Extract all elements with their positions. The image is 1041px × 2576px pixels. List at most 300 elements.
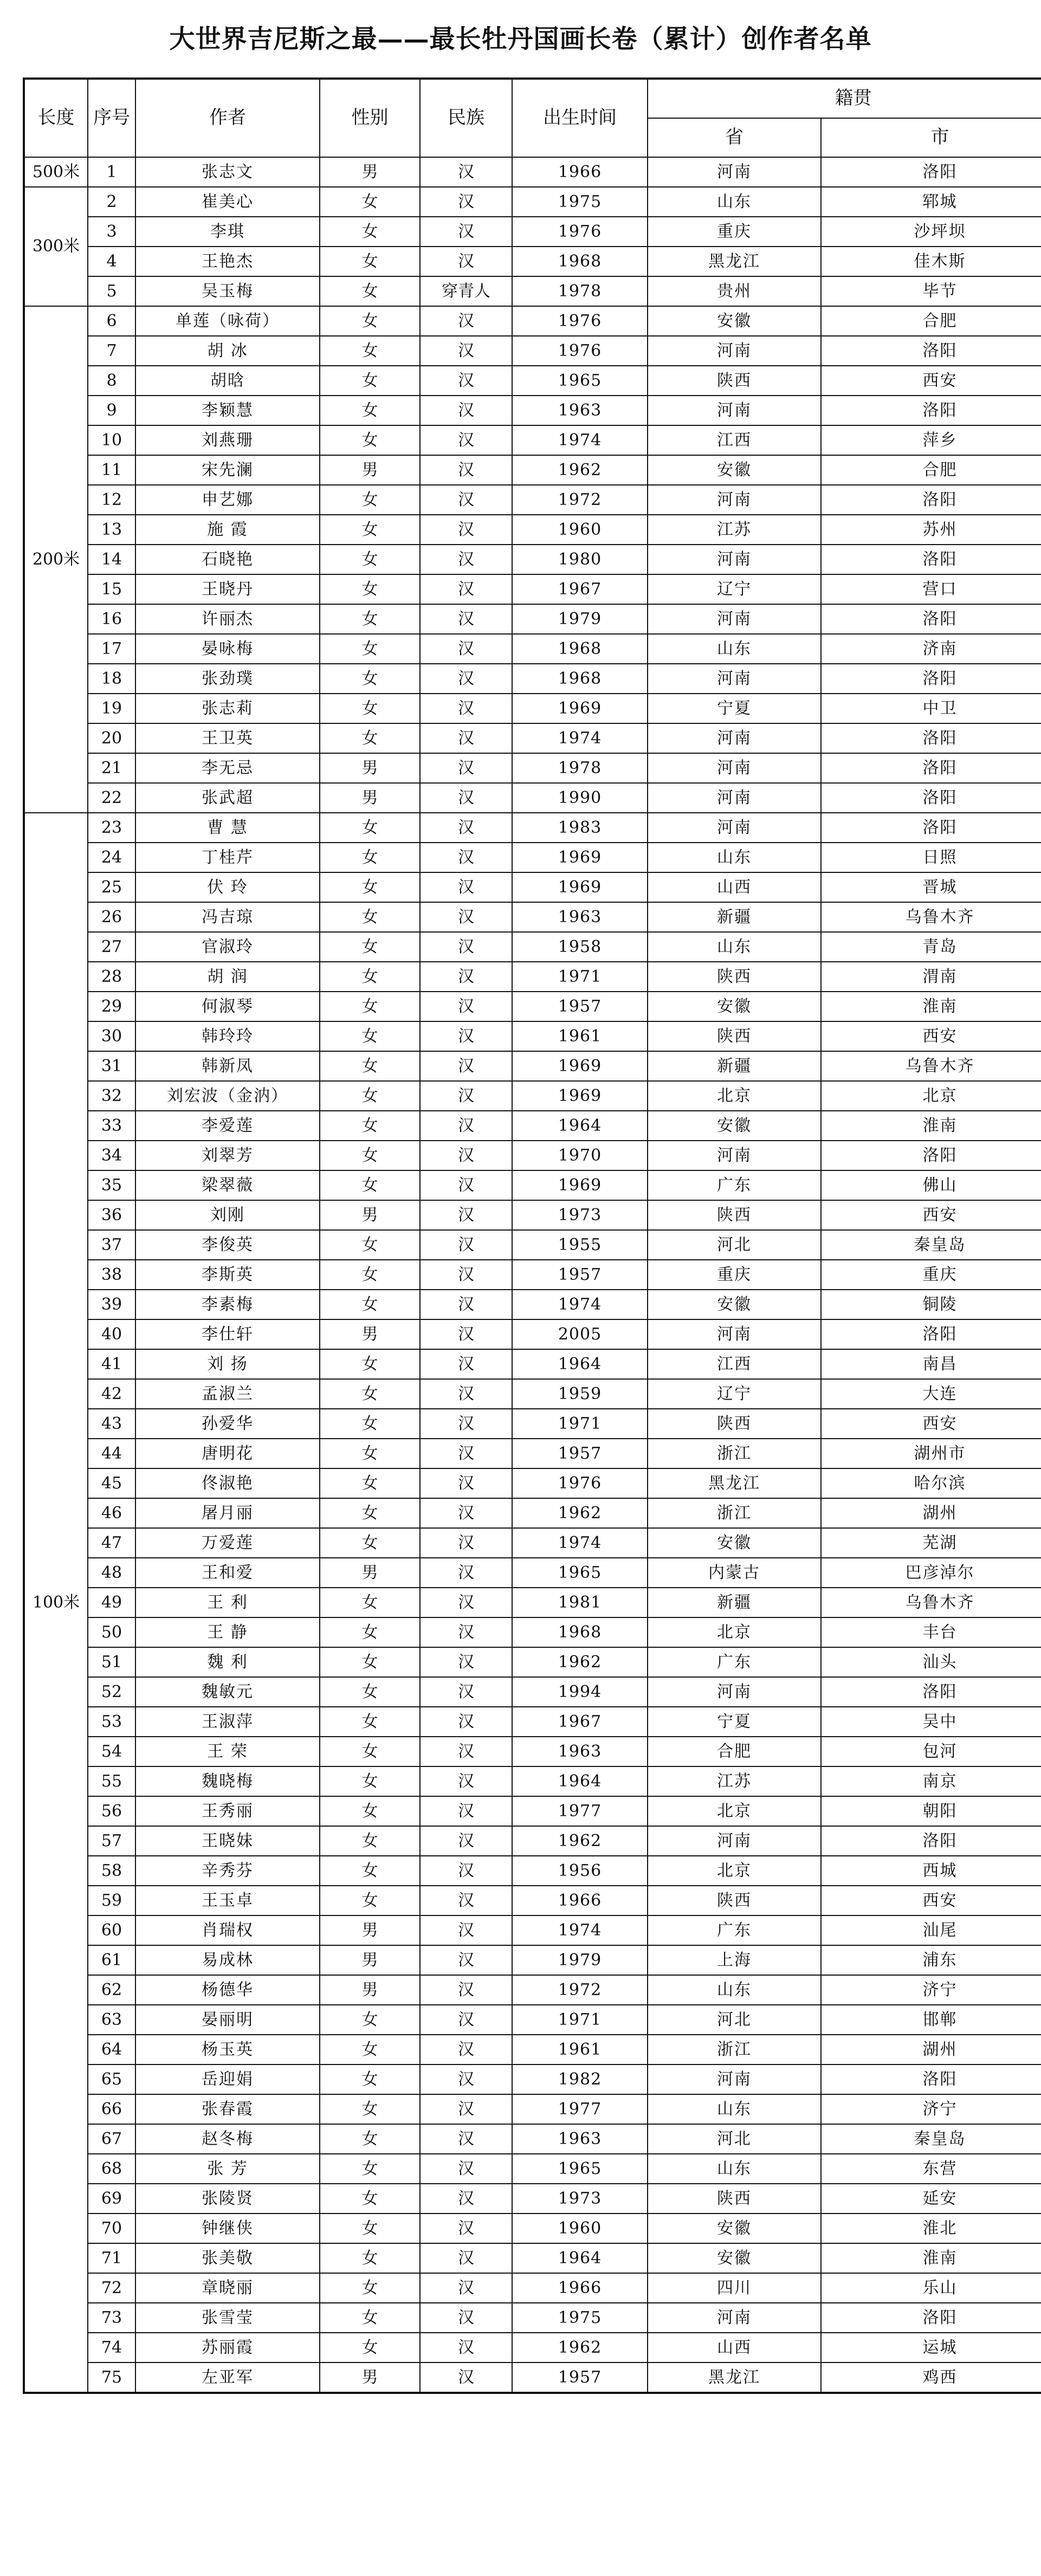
city-cell: 丰台 [821, 1617, 1041, 1647]
gender-cell: 女 [320, 1647, 420, 1677]
table-row [24, 2035, 1041, 2064]
table-row [24, 1826, 1041, 1856]
city-cell: 佳木斯 [821, 247, 1041, 276]
table-row [24, 1051, 1041, 1081]
gender-cell: 女 [320, 276, 420, 306]
table-row [24, 157, 1041, 187]
ethnicity-cell: 汉 [420, 2094, 512, 2124]
city-cell: 乌鲁木齐 [821, 902, 1041, 932]
birth-year-cell: 1973 [512, 1200, 648, 1230]
header-row-primary [24, 79, 1041, 118]
author-name-cell: 易成林 [135, 1945, 320, 1975]
city-cell: 济宁 [821, 2094, 1041, 2124]
ethnicity-cell: 汉 [420, 1200, 512, 1230]
birth-year-cell: 1963 [512, 902, 648, 932]
city-cell: 日照 [821, 843, 1041, 872]
table-row [24, 2243, 1041, 2273]
city-cell: 南昌 [821, 1349, 1041, 1379]
author-name-cell: 张美敬 [135, 2243, 320, 2273]
province-cell: 陕西 [648, 1200, 821, 1230]
birth-year-cell: 1967 [512, 574, 648, 604]
province-cell: 山东 [648, 634, 821, 664]
province-cell: 黑龙江 [648, 2363, 821, 2393]
gender-cell: 女 [320, 1260, 420, 1290]
province-cell: 河南 [648, 723, 821, 753]
ethnicity-cell: 汉 [420, 1915, 512, 1945]
author-name-cell: 胡 润 [135, 962, 320, 992]
table-row [24, 1856, 1041, 1886]
birth-year-cell: 1973 [512, 2184, 648, 2213]
index-cell: 54 [88, 1737, 135, 1766]
index-cell: 14 [88, 545, 135, 574]
gender-cell: 女 [320, 872, 420, 902]
author-name-cell: 王晓丹 [135, 574, 320, 604]
birth-year-cell: 1976 [512, 336, 648, 366]
gender-cell: 女 [320, 1707, 420, 1737]
birth-year-cell: 1980 [512, 545, 648, 574]
table-row [24, 2064, 1041, 2094]
ethnicity-cell: 汉 [420, 396, 512, 425]
gender-cell: 女 [320, 336, 420, 366]
index-cell: 18 [88, 664, 135, 694]
index-cell: 68 [88, 2154, 135, 2184]
index-cell: 12 [88, 485, 135, 515]
city-cell: 东营 [821, 2154, 1041, 2184]
author-name-cell: 李无忌 [135, 753, 320, 783]
province-cell: 江苏 [648, 1766, 821, 1796]
province-cell: 河南 [648, 604, 821, 634]
province-cell: 江苏 [648, 515, 821, 545]
province-cell: 河南 [648, 664, 821, 694]
province-cell: 浙江 [648, 2035, 821, 2064]
city-cell: 西安 [821, 1886, 1041, 1915]
city-cell: 洛阳 [821, 1319, 1041, 1349]
index-cell: 22 [88, 783, 135, 813]
gender-cell: 女 [320, 723, 420, 753]
city-cell: 哈尔滨 [821, 1468, 1041, 1498]
author-name-cell: 王和爱 [135, 1558, 320, 1588]
index-cell: 23 [88, 813, 135, 843]
author-name-cell: 申艺娜 [135, 485, 320, 515]
gender-cell: 男 [320, 1200, 420, 1230]
birth-year-cell: 1974 [512, 1528, 648, 1558]
gender-cell: 女 [320, 1409, 420, 1439]
city-cell: 西安 [821, 1021, 1041, 1051]
gender-cell: 女 [320, 2273, 420, 2303]
birth-year-cell: 1974 [512, 1290, 648, 1319]
gender-cell: 女 [320, 2303, 420, 2333]
birth-year-cell: 1977 [512, 2094, 648, 2124]
author-name-cell: 张志莉 [135, 694, 320, 723]
table-row [24, 753, 1041, 783]
ethnicity-cell: 汉 [420, 455, 512, 485]
city-cell: 济南 [821, 634, 1041, 664]
ethnicity-cell: 汉 [420, 1588, 512, 1617]
ethnicity-cell: 汉 [420, 425, 512, 455]
table-row [24, 1617, 1041, 1647]
table-row [24, 247, 1041, 276]
province-cell: 河北 [648, 2005, 821, 2035]
birth-year-cell: 1983 [512, 813, 648, 843]
table-row [24, 1200, 1041, 1230]
province-cell: 河北 [648, 2124, 821, 2154]
ethnicity-cell: 汉 [420, 2154, 512, 2184]
table-row [24, 1021, 1041, 1051]
author-name-cell: 刘燕珊 [135, 425, 320, 455]
table-row [24, 2303, 1041, 2333]
birth-year-cell: 1972 [512, 1975, 648, 2005]
author-name-cell: 胡 冰 [135, 336, 320, 366]
gender-cell: 女 [320, 2064, 420, 2094]
birth-year-cell: 1959 [512, 1379, 648, 1409]
gender-cell: 女 [320, 1081, 420, 1111]
gender-cell: 男 [320, 455, 420, 485]
ethnicity-cell: 汉 [420, 1051, 512, 1081]
gender-cell: 女 [320, 1379, 420, 1409]
city-cell: 北京 [821, 1081, 1041, 1111]
ethnicity-cell: 汉 [420, 306, 512, 336]
city-cell: 洛阳 [821, 1677, 1041, 1707]
index-cell: 20 [88, 723, 135, 753]
gender-cell: 女 [320, 1468, 420, 1498]
author-name-cell: 单莲（咏荷） [135, 306, 320, 336]
ethnicity-cell: 汉 [420, 2243, 512, 2273]
gender-cell: 女 [320, 396, 420, 425]
city-cell: 洛阳 [821, 723, 1041, 753]
province-cell: 重庆 [648, 1260, 821, 1290]
birth-year-cell: 1965 [512, 1558, 648, 1588]
city-cell: 淮南 [821, 992, 1041, 1021]
city-cell: 合肥 [821, 306, 1041, 336]
birth-year-cell: 1964 [512, 2243, 648, 2273]
index-cell: 9 [88, 396, 135, 425]
birth-year-cell: 1969 [512, 1051, 648, 1081]
birth-year-cell: 1976 [512, 217, 648, 247]
province-cell: 宁夏 [648, 694, 821, 723]
ethnicity-cell: 汉 [420, 515, 512, 545]
author-name-cell: 章晓丽 [135, 2273, 320, 2303]
ethnicity-cell: 汉 [420, 2303, 512, 2333]
gender-cell: 女 [320, 1528, 420, 1558]
ethnicity-cell: 汉 [420, 1290, 512, 1319]
city-cell: 西安 [821, 1409, 1041, 1439]
author-name-cell: 官淑玲 [135, 932, 320, 962]
table-row [24, 2273, 1041, 2303]
gender-cell: 女 [320, 1349, 420, 1379]
birth-year-cell: 1966 [512, 2273, 648, 2303]
gender-cell: 女 [320, 2243, 420, 2273]
province-cell: 山东 [648, 2094, 821, 2124]
ethnicity-cell: 汉 [420, 1528, 512, 1558]
ethnicity-cell: 汉 [420, 753, 512, 783]
index-cell: 7 [88, 336, 135, 366]
ethnicity-cell: 汉 [420, 1349, 512, 1379]
index-cell: 4 [88, 247, 135, 276]
author-name-cell: 张陵贤 [135, 2184, 320, 2213]
ethnicity-cell: 汉 [420, 1379, 512, 1409]
ethnicity-cell: 汉 [420, 187, 512, 217]
ethnicity-cell: 穿青人 [420, 276, 512, 306]
index-cell: 3 [88, 217, 135, 247]
index-cell: 59 [88, 1886, 135, 1915]
author-name-cell: 韩玲玲 [135, 1021, 320, 1051]
index-cell: 62 [88, 1975, 135, 2005]
index-cell: 56 [88, 1796, 135, 1826]
province-cell: 陕西 [648, 1409, 821, 1439]
index-cell: 34 [88, 1141, 135, 1170]
birth-year-cell: 1974 [512, 723, 648, 753]
ethnicity-cell: 汉 [420, 485, 512, 515]
province-cell: 合肥 [648, 1737, 821, 1766]
table-row [24, 902, 1041, 932]
province-cell: 河南 [648, 1319, 821, 1349]
table-row [24, 2184, 1041, 2213]
ethnicity-cell: 汉 [420, 1707, 512, 1737]
city-cell: 大连 [821, 1379, 1041, 1409]
index-cell: 8 [88, 366, 135, 396]
ethnicity-cell: 汉 [420, 2035, 512, 2064]
ethnicity-cell: 汉 [420, 1856, 512, 1886]
author-name-cell: 李斯英 [135, 1260, 320, 1290]
table-row [24, 574, 1041, 604]
city-cell: 洛阳 [821, 753, 1041, 783]
table-row [24, 1170, 1041, 1200]
city-cell: 济宁 [821, 1975, 1041, 2005]
gender-cell: 女 [320, 1677, 420, 1707]
ethnicity-cell: 汉 [420, 634, 512, 664]
province-cell: 河南 [648, 396, 821, 425]
birth-year-cell: 1957 [512, 1260, 648, 1290]
city-cell: 邯郸 [821, 2005, 1041, 2035]
birth-year-cell: 1965 [512, 2154, 648, 2184]
city-cell: 晋城 [821, 872, 1041, 902]
table-row [24, 664, 1041, 694]
table-row [24, 336, 1041, 366]
ethnicity-cell: 汉 [420, 545, 512, 574]
gender-cell: 男 [320, 157, 420, 187]
table-row [24, 1379, 1041, 1409]
birth-year-cell: 1956 [512, 1856, 648, 1886]
province-cell: 河南 [648, 485, 821, 515]
ethnicity-cell: 汉 [420, 574, 512, 604]
index-cell: 26 [88, 902, 135, 932]
city-cell: 重庆 [821, 1260, 1041, 1290]
ethnicity-cell: 汉 [420, 872, 512, 902]
birth-year-cell: 1962 [512, 1647, 648, 1677]
ethnicity-cell: 汉 [420, 694, 512, 723]
author-name-cell: 许丽杰 [135, 604, 320, 634]
birth-year-cell: 1961 [512, 1021, 648, 1051]
page-title: 大世界吉尼斯之最——最长牡丹国画长卷（累计）创作者名单 [169, 24, 872, 54]
ethnicity-cell: 汉 [420, 1826, 512, 1856]
city-cell: 秦皇岛 [821, 1230, 1041, 1260]
province-cell: 北京 [648, 1081, 821, 1111]
index-cell: 36 [88, 1200, 135, 1230]
table-row [24, 1737, 1041, 1766]
birth-year-cell: 1968 [512, 247, 648, 276]
index-cell: 65 [88, 2064, 135, 2094]
city-cell: 汕尾 [821, 1915, 1041, 1945]
province-cell: 河南 [648, 813, 821, 843]
index-cell: 38 [88, 1260, 135, 1290]
gender-cell: 女 [320, 1170, 420, 1200]
province-cell: 安徽 [648, 306, 821, 336]
index-cell: 51 [88, 1647, 135, 1677]
index-cell: 70 [88, 2213, 135, 2243]
table-row [24, 1081, 1041, 1111]
city-cell: 铜陵 [821, 1290, 1041, 1319]
author-name-cell: 曹 慧 [135, 813, 320, 843]
ethnicity-cell: 汉 [420, 2333, 512, 2363]
ethnicity-cell: 汉 [420, 1021, 512, 1051]
author-name-cell: 刘刚 [135, 1200, 320, 1230]
index-cell: 25 [88, 872, 135, 902]
author-name-cell: 左亚军 [135, 2363, 320, 2393]
gender-cell: 女 [320, 1021, 420, 1051]
city-cell: 朝阳 [821, 1796, 1041, 1826]
gender-cell: 女 [320, 485, 420, 515]
birth-year-cell: 1966 [512, 157, 648, 187]
author-name-cell: 张劲璞 [135, 664, 320, 694]
author-name-cell: 张 芳 [135, 2154, 320, 2184]
birth-year-cell: 1975 [512, 187, 648, 217]
ethnicity-cell: 汉 [420, 1766, 512, 1796]
table-row [24, 1945, 1041, 1975]
ethnicity-cell: 汉 [420, 2124, 512, 2154]
birth-year-cell: 1978 [512, 753, 648, 783]
ethnicity-cell: 汉 [420, 1260, 512, 1290]
ethnicity-cell: 汉 [420, 1111, 512, 1141]
province-cell: 广东 [648, 1647, 821, 1677]
city-cell: 洛阳 [821, 1141, 1041, 1170]
author-name-cell: 韩新凤 [135, 1051, 320, 1081]
province-cell: 安徽 [648, 455, 821, 485]
gender-cell: 女 [320, 306, 420, 336]
province-cell: 山东 [648, 2154, 821, 2184]
author-name-cell: 张雪莹 [135, 2303, 320, 2333]
table-row [24, 1111, 1041, 1141]
birth-year-cell: 1968 [512, 664, 648, 694]
table-row [24, 545, 1041, 574]
city-cell: 芜湖 [821, 1528, 1041, 1558]
birth-year-cell: 1963 [512, 396, 648, 425]
index-cell: 50 [88, 1617, 135, 1647]
author-name-cell: 何淑琴 [135, 992, 320, 1021]
author-name-cell: 吴玉梅 [135, 276, 320, 306]
author-name-cell: 晏丽明 [135, 2005, 320, 2035]
index-cell: 42 [88, 1379, 135, 1409]
province-cell: 上海 [648, 1945, 821, 1975]
birth-year-cell: 1962 [512, 455, 648, 485]
province-cell: 陕西 [648, 962, 821, 992]
column-header-length: 长度 [24, 79, 88, 157]
index-cell: 43 [88, 1409, 135, 1439]
gender-cell: 女 [320, 515, 420, 545]
gender-cell: 女 [320, 1051, 420, 1081]
table-row [24, 1707, 1041, 1737]
province-cell: 河南 [648, 2303, 821, 2333]
birth-year-cell: 1969 [512, 872, 648, 902]
index-cell: 17 [88, 634, 135, 664]
ethnicity-cell: 汉 [420, 1439, 512, 1468]
table-row [24, 2124, 1041, 2154]
gender-cell: 女 [320, 2094, 420, 2124]
city-cell: 浦东 [821, 1945, 1041, 1975]
index-cell: 61 [88, 1945, 135, 1975]
author-name-cell: 张志文 [135, 157, 320, 187]
city-cell: 南京 [821, 1766, 1041, 1796]
index-cell: 11 [88, 455, 135, 485]
ethnicity-cell: 汉 [420, 604, 512, 634]
table-row [24, 932, 1041, 962]
column-header-city: 市 [821, 118, 1041, 157]
author-name-cell: 王 利 [135, 1588, 320, 1617]
author-name-cell: 魏敏元 [135, 1677, 320, 1707]
ethnicity-cell: 汉 [420, 2184, 512, 2213]
ethnicity-cell: 汉 [420, 2005, 512, 2035]
table-row [24, 366, 1041, 396]
index-cell: 60 [88, 1915, 135, 1945]
index-cell: 10 [88, 425, 135, 455]
birth-year-cell: 1960 [512, 515, 648, 545]
province-cell: 山西 [648, 2333, 821, 2363]
birth-year-cell: 1968 [512, 1617, 648, 1647]
province-cell: 山东 [648, 1975, 821, 2005]
city-cell: 巴彦淖尔 [821, 1558, 1041, 1588]
creator-roster-table [23, 77, 1041, 2394]
gender-cell: 女 [320, 2005, 420, 2035]
province-cell: 北京 [648, 1856, 821, 1886]
column-header-ethnicity: 民族 [420, 79, 512, 157]
birth-year-cell: 1971 [512, 2005, 648, 2035]
ethnicity-cell: 汉 [420, 664, 512, 694]
ethnicity-cell: 汉 [420, 157, 512, 187]
province-cell: 安徽 [648, 2213, 821, 2243]
province-cell: 江西 [648, 1349, 821, 1379]
gender-cell: 女 [320, 902, 420, 932]
author-name-cell: 苏丽霞 [135, 2333, 320, 2363]
city-cell: 运城 [821, 2333, 1041, 2363]
table-row [24, 217, 1041, 247]
gender-cell: 女 [320, 2124, 420, 2154]
gender-cell: 男 [320, 1319, 420, 1349]
province-cell: 陕西 [648, 2184, 821, 2213]
length-group-cell: 300米 [24, 187, 88, 306]
table-row [24, 1409, 1041, 1439]
author-name-cell: 李俊英 [135, 1230, 320, 1260]
birth-year-cell: 1970 [512, 1141, 648, 1170]
table-row [24, 1230, 1041, 1260]
birth-year-cell: 1994 [512, 1677, 648, 1707]
author-name-cell: 岳迎娟 [135, 2064, 320, 2094]
birth-year-cell: 1962 [512, 2333, 648, 2363]
index-cell: 71 [88, 2243, 135, 2273]
table-row [24, 1349, 1041, 1379]
gender-cell: 男 [320, 2363, 420, 2393]
gender-cell: 女 [320, 2184, 420, 2213]
city-cell: 萍乡 [821, 425, 1041, 455]
gender-cell: 女 [320, 1498, 420, 1528]
gender-cell: 女 [320, 1141, 420, 1170]
gender-cell: 女 [320, 1826, 420, 1856]
table-row [24, 634, 1041, 664]
birth-year-cell: 1972 [512, 485, 648, 515]
city-cell: 苏州 [821, 515, 1041, 545]
ethnicity-cell: 汉 [420, 813, 512, 843]
province-cell: 新疆 [648, 902, 821, 932]
birth-year-cell: 1963 [512, 2124, 648, 2154]
index-cell: 29 [88, 992, 135, 1021]
